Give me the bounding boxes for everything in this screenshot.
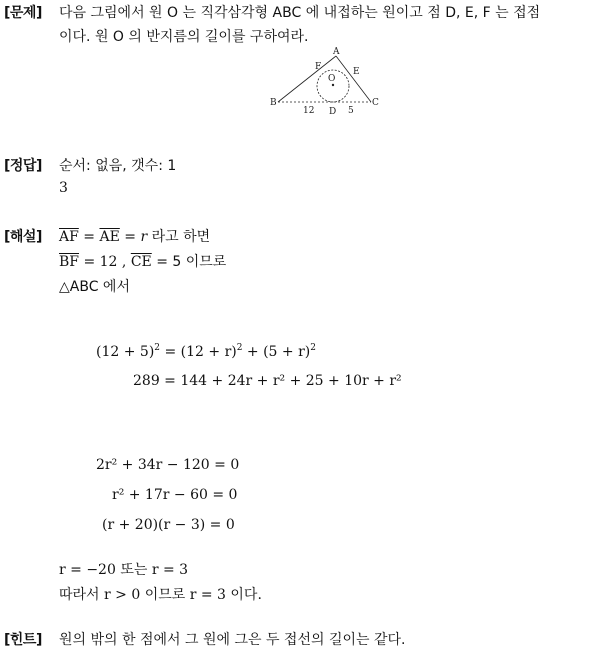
segment-ce: $\overline{CE}$ <box>130 254 152 270</box>
conclusion-line1: r = −20 또는 r = 3 <box>59 562 189 578</box>
solution-line2: $\overline{BF} = 12$ , $\overline{CE} = 5$ 이므로 <box>59 254 227 270</box>
segment-af: $\overline{AF}$ <box>59 229 79 245</box>
equation-5: (r + 20)(r − 3) = 0 <box>102 517 235 533</box>
segment-ae: $\overline{AE}$ <box>99 229 120 245</box>
center-point <box>332 84 334 86</box>
label-e: E <box>353 67 360 77</box>
label-o: O <box>328 74 336 84</box>
problem-tag: [문제] <box>4 5 42 21</box>
hint-tag: [힌트] <box>4 632 42 648</box>
side-ac <box>336 56 371 102</box>
label-d: D <box>329 107 337 117</box>
problem-text-line1: 다음 그림에서 원 O 는 직각삼각형 ABC 에 내접하는 원이고 점 D, E, F 는 접점 <box>59 5 541 21</box>
solution-line1: $\overline{AF} = \overline{AE} = r$ 라고 하면 <box>59 229 211 245</box>
triangle-figure <box>266 44 386 120</box>
solution-tag: [해설] <box>4 229 42 245</box>
equation-4: r² + 17r − 60 = 0 <box>112 487 238 503</box>
equation-2: 289 = 144 + 24r + r² + 25 + 10r + r² <box>133 373 402 389</box>
segment-bf: $\overline{BF}$ <box>59 254 80 270</box>
label-a: A <box>333 47 340 57</box>
label-f: F <box>315 62 322 72</box>
problem-text-line2: 이다. 원 O 의 반지름의 길이를 구하여라. <box>59 29 309 45</box>
equation-3: 2r² + 34r − 120 = 0 <box>96 457 240 473</box>
length-dc: 5 <box>348 106 354 116</box>
solution-line3: △ABC 에서 <box>59 279 130 295</box>
answer-line1: 순서: 없음, 갯수: 1 <box>59 158 177 174</box>
label-b: B <box>270 98 277 108</box>
hint-text: 원의 밖의 한 점에서 그 원에 그은 두 접선의 길이는 같다. <box>59 632 406 648</box>
label-c: C <box>372 98 379 108</box>
length-bd: 12 <box>303 106 315 116</box>
conclusion-line2: 따라서 r > 0 이므로 r = 3 이다. <box>59 587 262 603</box>
answer-value: 3 <box>59 180 68 196</box>
equation-1: $(12 + 5)^2 = (12 + r)^2 + (5 + r)^2$ <box>96 343 316 360</box>
answer-tag: [정답] <box>4 158 42 174</box>
